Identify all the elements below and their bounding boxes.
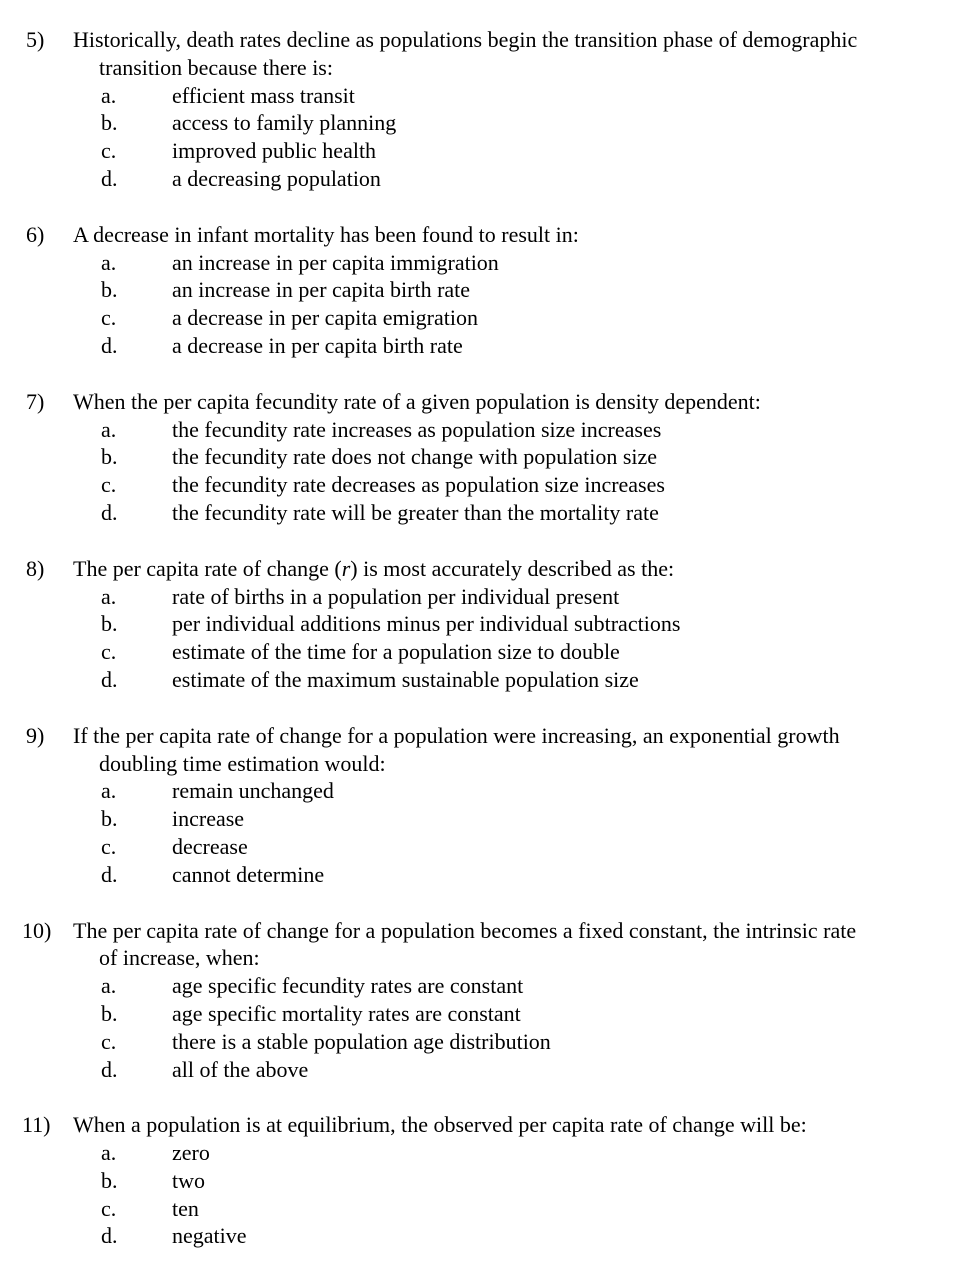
question-stem <box>0 26 970 82</box>
spacer <box>0 193 970 221</box>
option-letter: c. <box>101 833 117 859</box>
option-letter: b. <box>101 110 118 136</box>
question-number: 5) <box>26 27 45 52</box>
question-6 <box>0 221 970 360</box>
option-letter: b. <box>101 806 118 832</box>
option-d <box>0 332 970 360</box>
option-text: estimate of the time for a population size to double <box>172 639 620 665</box>
option-text: an increase in per capita immigration <box>172 249 499 275</box>
option-text: the fecundity rate does not change with population size <box>172 444 658 470</box>
option-letter: d. <box>101 666 118 692</box>
option-letter: b. <box>101 1000 118 1026</box>
option-c <box>0 1195 970 1223</box>
option-b <box>0 276 970 304</box>
option-letter: a. <box>101 416 117 442</box>
option-letter: a. <box>101 249 117 275</box>
question-number: 9) <box>26 722 45 748</box>
option-a <box>0 777 970 805</box>
option-b <box>0 610 970 638</box>
option-a <box>0 972 970 1000</box>
option-text: efficient mass transit <box>172 82 355 108</box>
option-letter: c. <box>101 639 117 665</box>
question-text-line1: When a population is at equilibrium, the observed per capita rate of change will be: <box>73 1112 807 1138</box>
question-number: 10) <box>22 917 52 943</box>
option-letter: d. <box>101 1056 118 1082</box>
question-text-line1: Historically, death rates decline as populations begin the transition phase of demographic <box>73 27 858 52</box>
question-9 <box>0 722 970 889</box>
option-text: decrease <box>172 833 248 859</box>
question-text-line2: transition because there is: <box>99 54 333 80</box>
option-letter: c. <box>101 1028 117 1054</box>
option-text: the fecundity rate will be greater than the mortality rate <box>172 499 659 525</box>
option-letter: c. <box>101 1195 117 1221</box>
option-letter: d. <box>101 861 118 887</box>
question-text-line2: of increase, when: <box>99 945 260 971</box>
option-text: improved public health <box>172 138 377 164</box>
option-c <box>0 471 970 499</box>
question-number: 7) <box>26 388 45 414</box>
option-text: a decrease in per capita birth rate <box>172 332 463 358</box>
option-text: zero <box>172 1140 210 1166</box>
option-d <box>0 499 970 527</box>
option-letter: c. <box>101 472 117 498</box>
option-a <box>0 82 970 110</box>
question-stem <box>0 555 970 583</box>
spacer <box>0 527 970 555</box>
option-b <box>0 109 970 137</box>
option-text: per individual additions minus per individual subtractions <box>172 611 681 637</box>
option-letter: d. <box>101 499 118 525</box>
option-a <box>0 249 970 277</box>
question-text-line1: If the per capita rate of change for a population were increasing, an exponential growth <box>73 722 840 748</box>
question-7 <box>0 388 970 527</box>
option-text: negative <box>172 1223 247 1249</box>
option-a <box>0 416 970 444</box>
question-text-after-r: ) is most accurately described as the: <box>350 555 675 581</box>
option-b <box>0 1000 970 1028</box>
question-stem <box>0 722 970 778</box>
option-c <box>0 638 970 666</box>
option-letter: b. <box>101 1167 118 1193</box>
option-text: age specific fecundity rates are constant <box>172 973 524 999</box>
question-10 <box>0 917 970 1084</box>
option-text: two <box>172 1167 205 1193</box>
question-text-line1 <box>73 555 940 583</box>
question-number: 8) <box>26 555 45 581</box>
option-c <box>0 1028 970 1056</box>
option-letter: a. <box>101 82 117 108</box>
option-c <box>0 137 970 165</box>
option-text: there is a stable population age distribution <box>172 1028 551 1054</box>
spacer <box>0 360 970 388</box>
option-d <box>0 666 970 694</box>
option-text: age specific mortality rates are constant <box>172 1000 521 1026</box>
option-b <box>0 443 970 471</box>
question-11 <box>0 1111 970 1250</box>
spacer <box>0 889 970 917</box>
option-letter: b. <box>101 611 118 637</box>
option-letter: b. <box>101 277 118 303</box>
question-stem <box>0 221 970 249</box>
question-text-before-r: The per capita rate of change ( <box>73 555 342 581</box>
option-text: the fecundity rate decreases as population size increases <box>172 472 665 498</box>
option-d <box>0 165 970 193</box>
option-text: rate of births in a population per individual present <box>172 583 620 609</box>
option-b <box>0 805 970 833</box>
option-a <box>0 1139 970 1167</box>
option-letter: c. <box>101 305 117 331</box>
document-page <box>0 26 970 1250</box>
option-c <box>0 833 970 861</box>
option-d <box>0 1222 970 1250</box>
option-text: remain unchanged <box>172 778 334 804</box>
question-number: 6) <box>26 221 45 247</box>
option-letter: a. <box>101 583 117 609</box>
question-number: 11) <box>22 1112 51 1138</box>
option-letter: d. <box>101 165 118 191</box>
option-text: ten <box>172 1195 199 1221</box>
option-letter: a. <box>101 778 117 804</box>
question-text-line1: A decrease in infant mortality has been found to result in: <box>73 221 579 247</box>
question-stem <box>0 1111 970 1139</box>
option-letter: d. <box>101 332 118 358</box>
variable-r: r <box>341 555 351 581</box>
question-text-line1: When the per capita fecundity rate of a given population is density dependent: <box>73 388 761 414</box>
option-text: increase <box>172 806 245 832</box>
option-text: cannot determine <box>172 861 325 887</box>
option-a <box>0 583 970 611</box>
question-8 <box>0 555 970 694</box>
option-text: a decreasing population <box>172 165 381 191</box>
option-text: access to family planning <box>172 110 397 136</box>
option-letter: b. <box>101 444 118 470</box>
question-text-line1: The per capita rate of change for a population becomes a fixed constant, the intrinsic rate <box>73 917 857 943</box>
option-text: all of the above <box>172 1056 309 1082</box>
option-text: an increase in per capita birth rate <box>172 277 471 303</box>
question-stem <box>0 388 970 416</box>
question-stem <box>0 917 970 973</box>
option-d <box>0 1056 970 1084</box>
option-text: the fecundity rate increases as population size increases <box>172 416 662 442</box>
spacer <box>0 694 970 722</box>
option-letter: d. <box>101 1223 118 1249</box>
option-text: estimate of the maximum sustainable population size <box>172 666 639 692</box>
option-b <box>0 1167 970 1195</box>
question-text-line2: doubling time estimation would: <box>99 750 386 776</box>
option-text: a decrease in per capita emigration <box>172 305 479 331</box>
option-letter: a. <box>101 1140 117 1166</box>
option-letter: a. <box>101 973 117 999</box>
question-5 <box>0 26 970 193</box>
option-letter: c. <box>101 138 117 164</box>
spacer <box>0 1083 970 1111</box>
option-d <box>0 861 970 889</box>
option-c <box>0 304 970 332</box>
